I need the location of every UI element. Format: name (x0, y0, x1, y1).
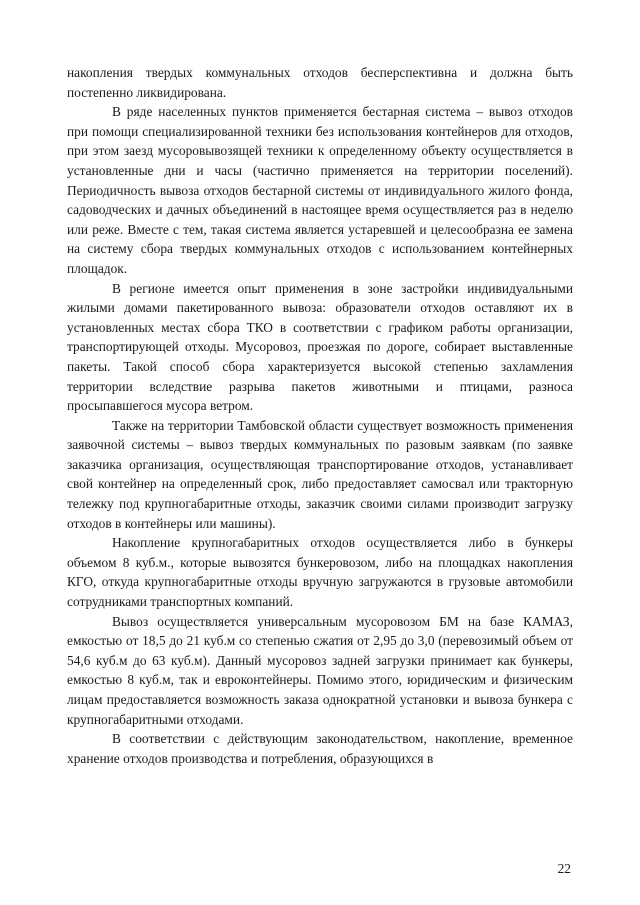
paragraph-packet-collection: В регионе имеется опыт применения в зоне застройки индивидуальными жилыми домами пакетированного вывоза: образователи отходов оставляют их в установленных местах сбора ТКО в соответствии с графиком работы организации, транспортирующей отходы. Мусоровоз, проезжая по дороге, собирает выставленные пакеты. Такой способ сбора характеризуется высокой степенью захламления территории вследствие разрыва пакетов животными и птицами, разноса просыпавшегося мусора ветром. (67, 280, 573, 414)
paragraph-garbage-truck: Вывоз осуществляется универсальным мусоровозом БМ на базе КАМАЗ, емкостью от 18,5 до 21 куб.м со степенью сжатия от 2,95 до 3,0 (перевозимый объем от 54,6 куб.м до 63 куб.м). Данный мусоровоз задней загрузки принимает как бункеры, емкостью 8 куб.м, так и евроконтейнеры. Помимо этого, юридическим и физическим лицам предоставляется возможность заказа однократной установки и вывоза бункера с крупногабаритными отходами. (67, 613, 573, 727)
paragraph-bestarnaya-system: В ряде населенных пунктов применяется бестарная система – вывоз отходов при помощи специализированной техники без использования контейнеров для отходов, при этом заезд мусоровывозящей техники к определенному объекту осуществляется в установленные дни и часы (частично применяется на территории поселений). Периодичность вывоза отходов бестарной системы от индивидуального жилого фонда, садоводческих и дачных объединений в настоящее время осуществляется раз в неделю или реже. Вместе с тем, такая система является устаревшей и целесообразна ее замена на систему сбора твердых коммунальных отходов с использованием контейнерных площадок. (67, 104, 573, 276)
page-number: 22 (557, 861, 571, 876)
paragraph-request-system: Также на территории Тамбовской области существует возможность применения заявочной системы – вывоз твердых коммунальных по разовым заявкам (по заявке заказчика организация, осуществляющая транспортирование отходов, устанавливает свой контейнер на определенный срок, либо предоставляет самосвал или тракторную тележку под крупногабаритные отходы, заказчик своими силами производит загрузку отходов в контейнеры или машины). (67, 417, 573, 531)
body-text (67, 63, 573, 768)
paragraph-legislation: В соответствии с действующим законодательством, накопление, временное хранение отходов производства и потребления, образующихся в (67, 731, 573, 766)
paragraph-bulky-waste: Накопление крупногабаритных отходов осуществляется либо в бункеры объемом 8 куб.м., которые вывозятся бункеровозом, либо на площадках накопления КГО, откуда крупногабаритные отходы вручную загружаются в грузовые автомобили сотрудниками транспортных компаний. (67, 535, 573, 610)
paragraph-continued: накопления твердых коммунальных отходов бесперспективна и должна быть постепенно ликвидирована. (67, 65, 573, 100)
